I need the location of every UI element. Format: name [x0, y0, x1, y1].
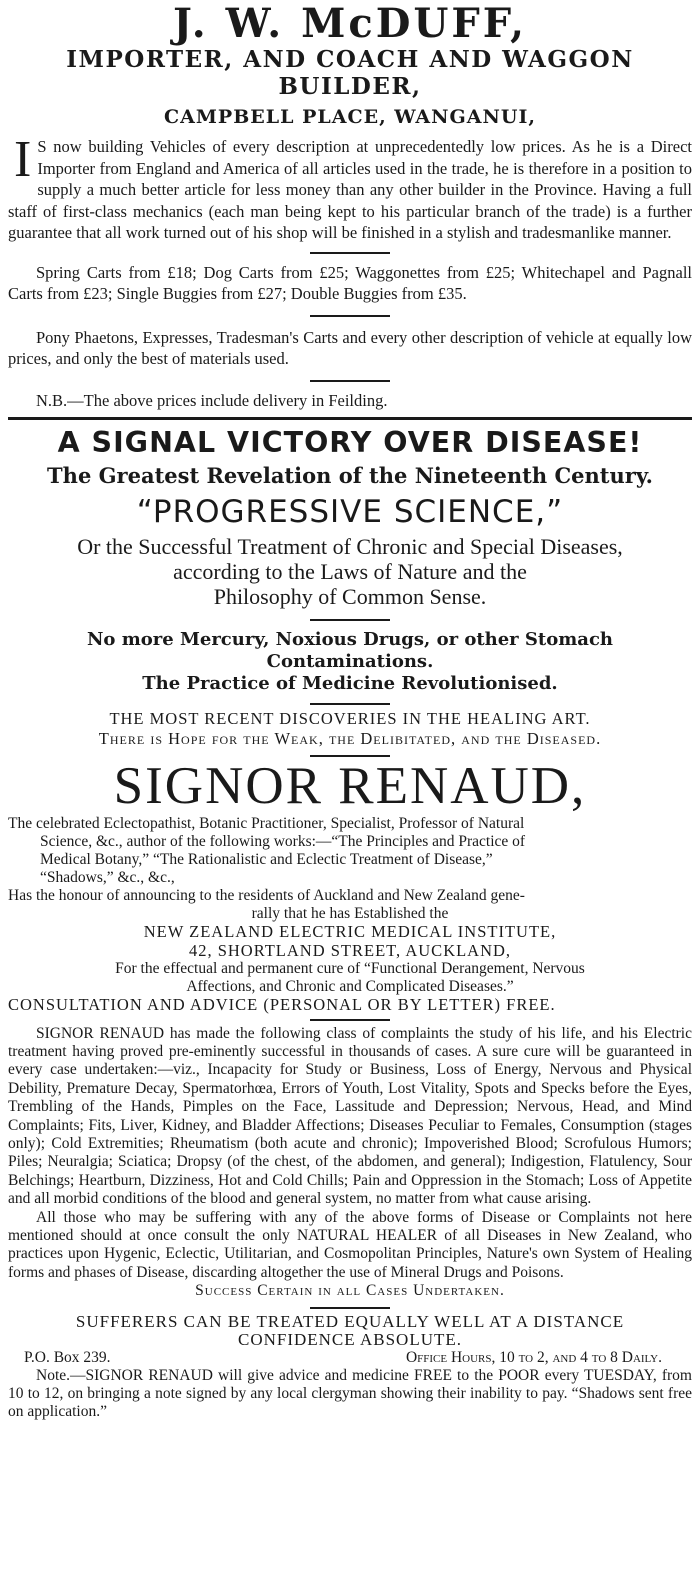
price-list: Spring Carts from £18; Dog Carts from £25; Waggonettes from £25; Whitechapel and Pagnall Carts from £23; Single Buggies from £27; Double Buggies from £35. [8, 262, 692, 303]
tagline-line-1: Or the Successful Treatment of Chronic and Special Diseases, [77, 534, 623, 559]
practitioner-name: SIGNOR RENAUD, [113, 757, 587, 815]
ad-title: “PROGRESSIVE SCIENCE,” [136, 494, 564, 530]
subheadline: The Greatest Revelation of the Nineteenth Century. [47, 463, 653, 488]
newspaper-page [0, 2, 700, 1594]
sufferers-line-1: SUFFERERS CAN BE TREATED EQUALLY WELL AT A DISTANCE [75, 1311, 625, 1331]
credentials-line-4: “Shadows,” &c., &c., [40, 869, 175, 886]
no-more-drugs: No more Mercury, Noxious Drugs, or other Stomach Contaminations. [86, 629, 614, 672]
section-divider [8, 417, 692, 420]
divider [310, 1019, 390, 1021]
success-line: Success Certain in all Cases Undertaken. [195, 1282, 505, 1300]
divider [310, 252, 390, 254]
nota-bene: N.B.—The above prices include delivery in Feilding. [36, 390, 388, 410]
divider [310, 703, 390, 705]
credentials-line-3: Medical Botany,” “The Rationalistic and Eclectic Treatment of Disease,” [40, 851, 493, 868]
ad-address: CAMPBELL PLACE, WANGANUI, [164, 106, 536, 128]
natural-healer-paragraph: All those who may be suffering with any of the above forms of Disease or Complaints not here mentioned should at once consult the only NATURAL HEALER of all Diseases in New Zealand, who practices upon Hygenic, Eclectic, Utilitarian, and Cosmopolitan Principles, Nature's own System of Healing forms and phases of Disease, discarding altogether the use of Mineral Drugs and Poisons. [8, 1208, 692, 1281]
honour-line-1: Has the honour of announcing to the residents of Auckland and New Zealand gene- [8, 887, 525, 904]
ad-title: J. W. McDUFF, [172, 0, 528, 47]
tagline-line-3: Philosophy of Common Sense. [213, 584, 487, 609]
institute-address: 42, SHORTLAND STREET, AUCKLAND, [188, 940, 512, 960]
complaints-paragraph: SIGNOR RENAUD has made the following class of complaints the study of his life, and his Electric treatment having proved pre-eminently successful in thousands of cases. A sure cure will be guaranteed in every case undertaken:—viz., Incapacity for Study or Business, Loss of Energy, Nervous and Physical Debility, Premature Decay, Spermatorhœa, Errors of Youth, Lost Vitality, Spots and Specks before the Eyes, Trembling of the Hands, Pimples on the Face, Lassitude and Depression; Nervous, Head, and Mind Complaints; Fits, Liver, Kidney, and Bladder Affections; Diseases Peculiar to Females, Consumption (stages only); Cold Extremities; Rheumatism (both acute and chronic); Impoverished Blood; Scrofulous Humors; Piles; Neuralgia; Sciatica; Dropsy (of the chest, of the abdomen, and general); Indigestion, Flatulency, Sour Belchings; Heartburn, Dizziness, Hot and Cold Chills; Pain and Oppression in the Stomach; Loss of Appetite and all morbid conditions of the blood and general system, no matter from what cause arising. [8, 1024, 692, 1208]
renaud-advertisement [8, 424, 692, 1421]
purpose-line-2: Affections, and Chronic and Complicated Diseases.” [186, 978, 514, 995]
intro-text: S now building Vehicles of every description at unprecedentedly low prices. As he is a Direct Importer from England and America of all articles used in the trade, he is therefore in a position to supply a much better article for less money than any other builder in the Province. Having a full staff of first-class mechanics (each man being kept to his particular branch of the trade) is a further guarantee that all work turned out of his shop will be finished in a stylish and tradesmanlike manner. [8, 137, 692, 242]
divider [310, 619, 390, 621]
poor-note: Note.—SIGNOR RENAUD will give advice and medicine FREE to the POOR every TUESDAY, from 10 to 12, on bringing a note signed by any local clergyman showing their inability to pay. “Shadows sent free on application.” [8, 1366, 692, 1420]
credentials-line-2: Science, &c., author of the following works:—“The Principles and Practice of [40, 833, 526, 850]
ad-subtitle: IMPORTER, AND COACH AND WAGGON [66, 46, 634, 73]
mcduff-advertisement [8, 2, 692, 411]
hope-line: There is Hope for the Weak, the Delibitated, and the Diseased. [98, 729, 602, 748]
office-hours: Office Hours, 10 to 2, and 4 to 8 Daily. [405, 1348, 662, 1366]
consultation-line: CONSULTATION AND ADVICE (PERSONAL OR BY LETTER) FREE. [8, 995, 556, 1014]
credentials-line-1: The celebrated Eclectopathist, Botanic Practitioner, Specialist, Professor of Natural [8, 815, 525, 832]
ad-subtitle-continued: BUILDER, [278, 73, 422, 100]
divider [310, 380, 390, 382]
revolution-line: The Practice of Medicine Revolutionised. [142, 673, 558, 694]
drop-cap: I [14, 131, 32, 188]
ad-intro-paragraph [8, 131, 692, 244]
divider [310, 315, 390, 317]
tagline-line-2: according to the Laws of Nature and the [173, 559, 527, 584]
other-vehicles: Pony Phaetons, Expresses, Tradesman's Carts and every other description of vehicle at equally low prices, and only the best of materials used. [8, 327, 692, 368]
purpose-line-1: For the effectual and permanent cure of “Functional Derangement, Nervous [115, 960, 585, 977]
discoveries-line: THE MOST RECENT DISCOVERIES IN THE HEALING ART. [109, 709, 591, 728]
divider [310, 1307, 390, 1309]
institute-name: NEW ZEALAND ELECTRIC MEDICAL INSTITUTE, [143, 922, 557, 941]
po-box: P.O. Box 239. [24, 1348, 111, 1366]
sufferers-line-2: CONFIDENCE ABSOLUTE. [237, 1329, 462, 1349]
headline: A SIGNAL VICTORY OVER DISEASE! [57, 426, 643, 459]
contact-row [8, 1349, 692, 1367]
honour-line-2: rally that he has Established the [251, 905, 449, 922]
